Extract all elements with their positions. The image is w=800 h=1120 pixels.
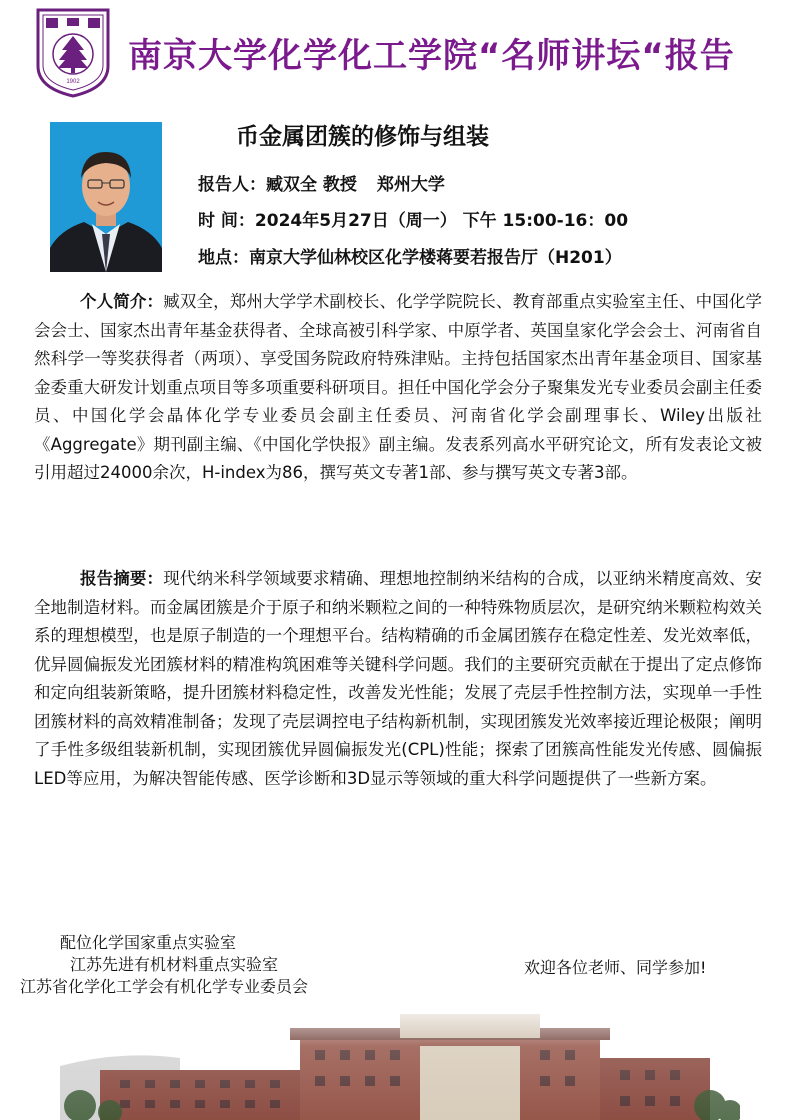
time-value: 2024年5月27日（周一） 下午 15:00-16：00 (254, 211, 629, 231)
time-label: 时 间： (198, 211, 255, 231)
organizer-line: 江苏先进有机材料重点实验室 (70, 955, 279, 974)
speaker-photo (50, 122, 162, 272)
organizers (20, 932, 308, 998)
welcome-text: 欢迎各位老师、同学参加! (524, 958, 707, 977)
time-line (198, 206, 628, 231)
speaker-label: 报告人： (198, 175, 266, 195)
bio-text: 臧双全，郑州大学学术副校长、化学学院院长、教育部重点实验室主任、中国化学会会士、国家杰出青年基金获得者、全球高被引科学家、中原学者、英国皇家化学会会士、河南省自然科学一等奖获得者（两项）、享受国务院政府特殊津贴。主持包括国家杰出青年基金项目、国家基金委重大研发计划重点项目等多项重要科研项目。担任中国化学会分子聚集发光专业委员会副主任委员、中国化学会晶体化学专业委员会副主任委员、河南省化学会副理事长、Wiley出版社《Aggregate》期刊副主编、《中国化学快报》副主编。发表系列高水平研究论文，所有发表论文被引用超过24000余次，H-index为86，撰写英文专著1部、参与撰写英文专著3部。 (34, 292, 762, 482)
abstract-label: 报告摘要： (80, 569, 164, 588)
nanjing-university-logo (34, 6, 112, 98)
chemistry-building-image (60, 1006, 740, 1120)
bio-label: 个人简介： (80, 292, 164, 311)
page-title: 南京大学化学化工学院“名师讲坛“报告 (128, 36, 735, 76)
place-value: 南京大学仙林校区化学楼蒋要若报告厅（H201） (249, 248, 622, 268)
abstract-text: 现代纳米科学领域要求精确、理想地控制纳米结构的合成，以亚纳米精度高效、安全地制造材料。而金属团簇是介于原子和纳米颗粒之间的一种特殊物质层次，是研究纳米颗粒构效关系的理想模型，也是原子制造的一个理想平台。结构精确的币金属团簇存在稳定性差、发光效率低，优异圆偏振发光团簇材料的精准构筑困难等关键科学问题。我们的主要研究贡献在于提出了定点修饰和定向组装新策略，提升团簇材料稳定性，改善发光性能；发展了壳层手性控制方法，实现单一手性团簇材料的高效精准制备；发现了壳层调控电子结构新机制，实现团簇发光效率接近理论极限；阐明了手性多级组装新机制，实现团簇优异圆偏振发光(CPL)性能；探索了团簇高性能发光传感、圆偏振LED等应用，为解决智能传感、医学诊断和3D显示等领域的重大科学问题提供了一些新方案。 (34, 569, 762, 788)
speaker-affiliation: 郑州大学 (376, 175, 445, 195)
place-line (198, 243, 622, 268)
logo-year: 1902 (66, 79, 80, 85)
speaker-bio (34, 288, 762, 488)
place-label: 地点： (198, 248, 249, 268)
organizer-line: 江苏省化学化工学会有机化学专业委员会 (20, 977, 309, 996)
speaker-line (198, 170, 445, 195)
organizer-line: 配位化学国家重点实验室 (60, 933, 237, 952)
talk-title: 币金属团簇的修饰与组装 (236, 124, 489, 150)
speaker-name: 臧双全 教授 (266, 175, 357, 195)
talk-abstract (34, 565, 762, 793)
